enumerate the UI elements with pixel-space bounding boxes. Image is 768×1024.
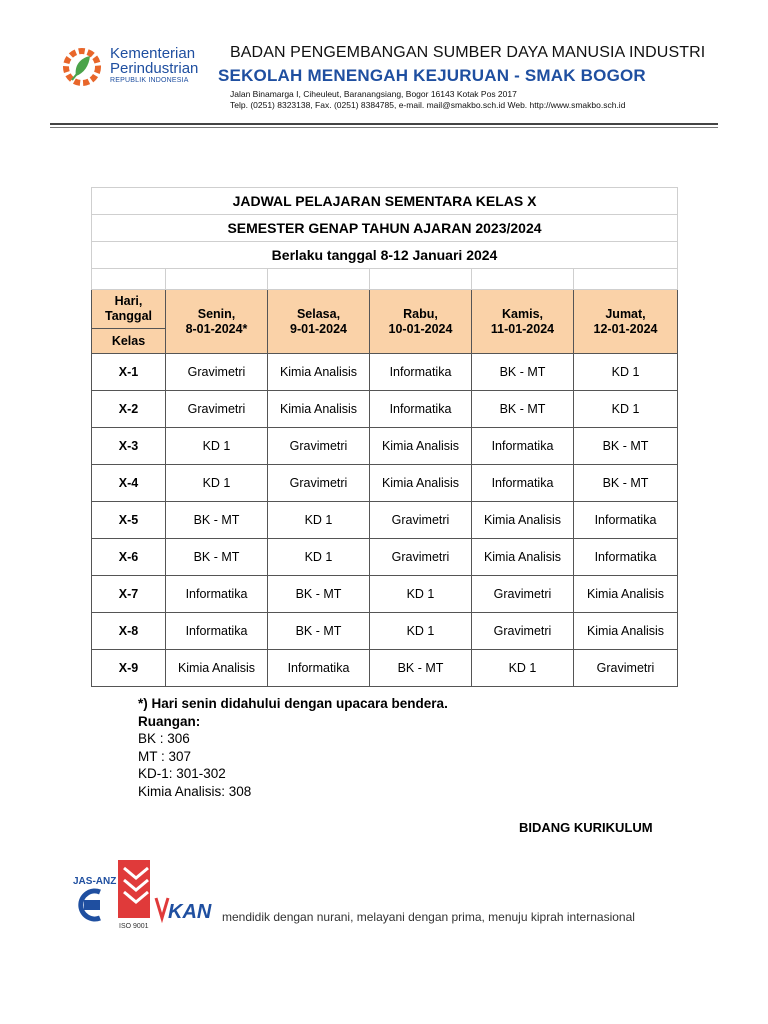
subject-cell: KD 1 [166, 465, 268, 502]
day-name: Jumat, [605, 306, 646, 321]
institution-name: BADAN PENGEMBANGAN SUMBER DAYA MANUSIA INDUSTRI [230, 44, 706, 61]
subject-cell: KD 1 [166, 428, 268, 465]
room-item: MT : 307 [138, 748, 192, 764]
kelas-cell: X-1 [92, 354, 166, 391]
subject-cell: Kimia Analisis [472, 539, 574, 576]
header-row [92, 290, 678, 329]
subject-cell: Gravimetri [370, 502, 472, 539]
day-header [370, 290, 472, 354]
room-item: BK : 306 [138, 731, 190, 746]
kelas-cell: X-7 [92, 576, 166, 613]
day-name: Rabu, [403, 306, 438, 321]
iso-label: ISO 9001 [119, 923, 149, 930]
subject-cell: Informatika [166, 576, 268, 613]
kan-check-icon [156, 898, 168, 918]
subject-cell: Informatika [166, 613, 268, 650]
subject-cell: Informatika [574, 502, 678, 539]
logo-line-3: REPUBLIK INDONESIA [110, 77, 189, 84]
subject-cell: BK - MT [268, 613, 370, 650]
tagline: mendidik dengan nurani, melayani dengan prima, menuju kiprah internasional [222, 910, 635, 924]
subject-cell: KD 1 [268, 539, 370, 576]
subject-cell: BK - MT [574, 428, 678, 465]
table-row [92, 428, 678, 465]
subject-cell: Kimia Analisis [268, 354, 370, 391]
table-row [92, 502, 678, 539]
schedule-valid-dates: Berlaku tanggal 8-12 Januari 2024 [92, 242, 678, 269]
kelas-cell: X-9 [92, 650, 166, 687]
kemenperin-logo [58, 40, 208, 96]
kelas-cell: X-5 [92, 502, 166, 539]
day-date: 12-01-2024 [593, 321, 658, 336]
address-line-1: Jalan Binamarga I, Ciheuleut, Baranangsiang, Bogor 16143 Kotak Pos 2017 [230, 89, 517, 99]
letterhead [0, 0, 768, 135]
day-name: Selasa, [296, 306, 341, 321]
header-rule [50, 123, 718, 125]
subject-cell: Informatika [268, 650, 370, 687]
subject-cell: Gravimetri [370, 539, 472, 576]
table-row [92, 613, 678, 650]
schedule-semester: SEMESTER GENAP TAHUN AJARAN 2023/2024 [92, 215, 678, 242]
subject-cell: KD 1 [472, 650, 574, 687]
subject-cell: BK - MT [166, 502, 268, 539]
corner-hari-tanggal [92, 290, 166, 329]
subject-cell: KD 1 [574, 391, 678, 428]
subject-cell: Gravimetri [472, 613, 574, 650]
kelas-cell: X-6 [92, 539, 166, 576]
day-header [166, 290, 268, 354]
room-item: Kimia Analisis: 308 [138, 783, 252, 799]
subject-cell: BK - MT [472, 354, 574, 391]
subject-cell: BK - MT [268, 576, 370, 613]
corner-kelas: Kelas [92, 329, 166, 354]
kan-label: KAN [168, 901, 212, 923]
corner-tanggal: Tanggal [105, 309, 152, 323]
subject-cell: Gravimetri [472, 576, 574, 613]
schedule-title: JADWAL PELAJARAN SEMENTARA KELAS X [92, 188, 678, 215]
day-date: 11-01-2024 [490, 321, 555, 336]
table-row [92, 539, 678, 576]
logo-wordmark [110, 46, 198, 86]
table-row [92, 576, 678, 613]
kelas-cell: X-8 [92, 613, 166, 650]
table-row [92, 391, 678, 428]
day-date: 10-01-2024 [388, 321, 453, 336]
subject-cell: KD 1 [268, 502, 370, 539]
subject-cell: Gravimetri [268, 428, 370, 465]
subject-cell: KD 1 [370, 576, 472, 613]
room-item: KD-1: 301-302 [138, 766, 226, 781]
jasanz-mark [84, 900, 100, 910]
school-address [230, 89, 625, 111]
schedule-table [91, 187, 678, 687]
signature-block: BIDANG KURIKULUM [519, 820, 653, 835]
schedule-body [92, 354, 678, 687]
kelas-cell: X-4 [92, 465, 166, 502]
subject-cell: Kimia Analisis [268, 391, 370, 428]
table-row [92, 465, 678, 502]
kelas-cell: X-2 [92, 391, 166, 428]
logo-line-2: Perindustrian [110, 60, 199, 77]
day-name: Kamis, [502, 306, 543, 321]
subject-cell: BK - MT [166, 539, 268, 576]
subject-cell: KD 1 [370, 613, 472, 650]
address-line-2: Telp. (0251) 8323138, Fax. (0251) 8384785, e-mail. mail@smakbo.sch.id Web. http://www.smakbo.sch.id [230, 100, 626, 110]
notes [138, 695, 448, 800]
subject-cell: Gravimetri [166, 354, 268, 391]
subject-cell: KD 1 [574, 354, 678, 391]
subject-cell: BK - MT [370, 650, 472, 687]
subject-cell: Kimia Analisis [370, 465, 472, 502]
day-header [574, 290, 678, 354]
subject-cell: Gravimetri [268, 465, 370, 502]
corner-hari: Hari, [114, 294, 143, 308]
subject-cell: Gravimetri [166, 391, 268, 428]
table-row [92, 650, 678, 687]
subject-cell: BK - MT [574, 465, 678, 502]
subject-cell: Informatika [370, 354, 472, 391]
subject-cell: Kimia Analisis [574, 613, 678, 650]
jasanz-label: JAS-ANZ [73, 876, 117, 887]
footer [0, 850, 768, 960]
subject-cell: Informatika [370, 391, 472, 428]
subject-cell: Informatika [472, 428, 574, 465]
subject-cell: Gravimetri [574, 650, 678, 687]
subject-cell: Kimia Analisis [166, 650, 268, 687]
subject-cell: BK - MT [472, 391, 574, 428]
day-header [472, 290, 574, 354]
subject-cell: Informatika [574, 539, 678, 576]
logo-line-1: Kementerian [110, 45, 196, 62]
subject-cell: Informatika [472, 465, 574, 502]
spacer-row [92, 269, 678, 290]
subject-cell: Kimia Analisis [574, 576, 678, 613]
day-name: Senin, [197, 306, 236, 321]
day-date: 8-01-2024* [185, 321, 248, 336]
header-rule-thin [50, 127, 718, 128]
table-row [92, 354, 678, 391]
gear-leaf-icon [58, 40, 108, 96]
ruangan-label: Ruangan: [138, 713, 201, 729]
school-name: SEKOLAH MENENGAH KEJURUAN - SMAK BOGOR [218, 66, 646, 85]
kelas-cell: X-3 [92, 428, 166, 465]
subject-cell: Kimia Analisis [370, 428, 472, 465]
subject-cell: Kimia Analisis [472, 502, 574, 539]
day-date: 9-01-2024 [290, 321, 347, 336]
certification-logos [70, 858, 300, 948]
footnote: *) Hari senin didahului dengan upacara bendera. [138, 696, 448, 711]
day-header [268, 290, 370, 354]
